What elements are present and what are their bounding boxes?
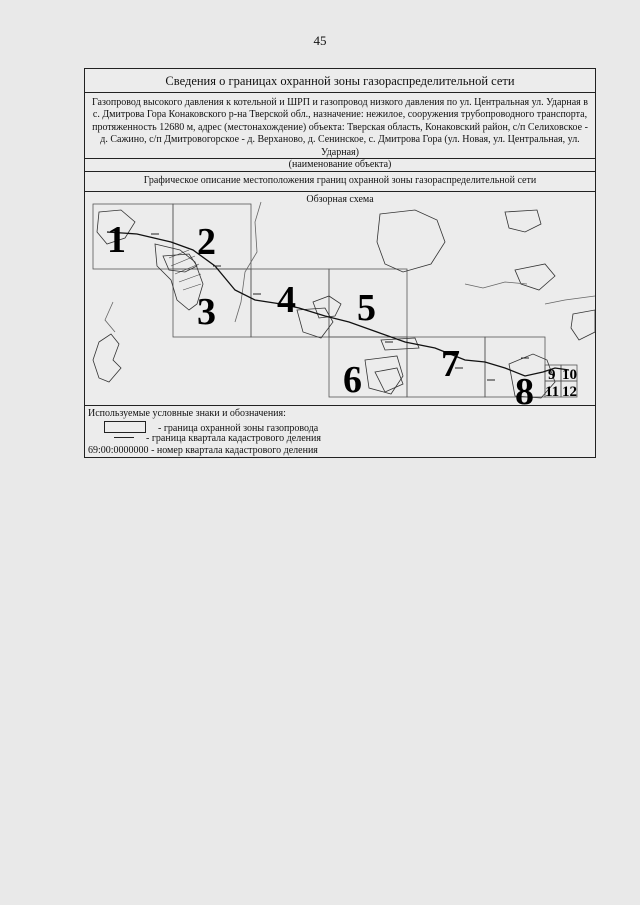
quarter-code-sample: 69:00:0000000: [88, 445, 149, 456]
sheet-label-12: 12: [562, 384, 577, 400]
overview-scheme: [85, 192, 595, 405]
sheet-label-1: 1: [107, 219, 126, 261]
legend: [85, 406, 595, 459]
zone-boundary-symbol: [104, 421, 146, 433]
legend-item-quarter: - граница квартала кадастрового деления: [88, 433, 321, 444]
table-title: Сведения о границах охранной зоны газораспределительной сети: [85, 69, 595, 93]
overview-map: [85, 192, 595, 406]
sheet-label-11: 11: [545, 384, 560, 400]
sheet-label-4: 4: [277, 279, 296, 321]
pipeline-route: [107, 232, 569, 376]
sheet-label-2: 2: [197, 221, 216, 263]
object-naming-caption: (наименование объекта): [85, 159, 595, 172]
boundary-info-table: [84, 68, 596, 458]
sheet-label-7: 7: [441, 343, 460, 385]
legend-title: Используемые условные знаки и обозначения:: [88, 408, 286, 419]
road-lines: [105, 202, 595, 332]
map-caption: Обзорная схема: [306, 194, 374, 205]
legend-item-code: 69:00:0000000 - номер квартала кадастрового деления: [88, 445, 318, 456]
sheet-label-3: 3: [197, 291, 216, 333]
sheet-label-9: 9: [548, 367, 556, 383]
page-number: 45: [313, 33, 327, 48]
graphic-description-caption: Графическое описание местоположения границ охранной зоны газораспределительной сети: [85, 172, 595, 192]
sheet-label-5: 5: [357, 287, 376, 329]
sheet-label-10: 10: [562, 367, 577, 383]
sheet-label-8: 8: [515, 371, 534, 405]
quarter-boundary-symbol: [114, 437, 134, 438]
object-description: Газопровод высокого давления к котельной и ШРП и газопровод низкого давления по ул. Центральная ул. Ударная в с. Дмитрова Гора Конаковского р-на Тверской обл., назначение: нежилое, сооружения трубопроводного транспорта, протяженность 12680 м, адрес (местонахождение) объекта: Тверская область, Конаковский район, с/п Селиховское - д. Сажино, с/п Дмитровогорское - д. Верханово, д. Сенинское, с. Дмитрова Гора (ул. Новая, ул. Центральная, ул. Ударная): [85, 93, 595, 159]
sheet-label-6: 6: [343, 359, 362, 401]
legend-item-zone: - граница охранной зоны газопровода: [88, 421, 318, 434]
